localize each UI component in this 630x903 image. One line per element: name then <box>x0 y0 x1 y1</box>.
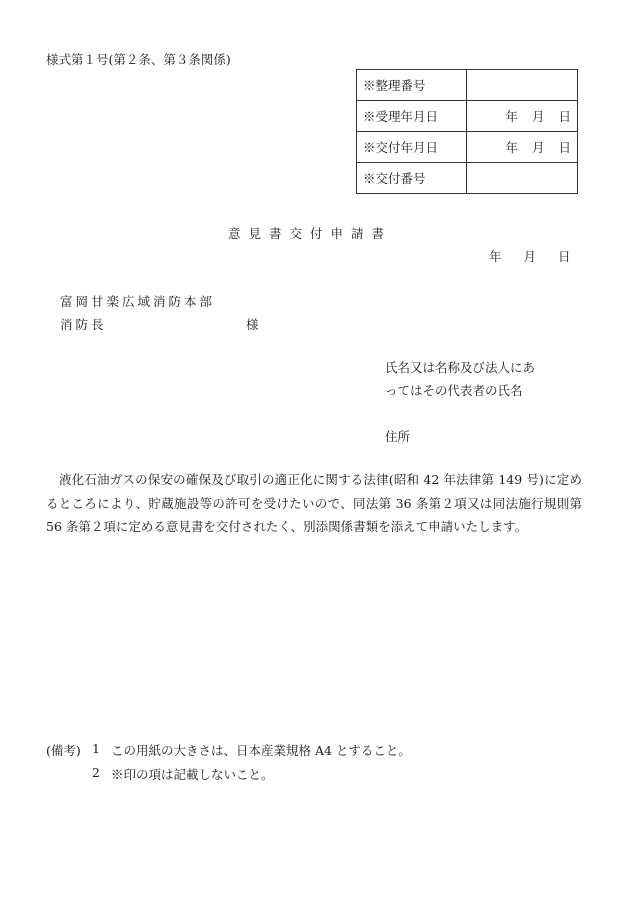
receipt-date-value <box>467 101 578 132</box>
document-title: 意見書交付申請書 <box>228 226 393 241</box>
receipt-date-label: ※受理年月日 <box>357 101 467 132</box>
notes-label: (備考) <box>46 743 81 758</box>
office-row-receipt-date <box>357 101 578 132</box>
note-number: 2 <box>92 765 100 780</box>
date-day-unit: 日 <box>558 249 571 264</box>
issue-date-value <box>467 132 578 163</box>
applicant-name-label-line1: 氏名又は名称及び法人にあ <box>385 360 536 375</box>
issue-month-unit: 月 <box>531 140 545 155</box>
applicant-address-label: 住所 <box>385 429 411 444</box>
issue-year-unit: 年 <box>505 140 518 155</box>
issue-day-unit: 日 <box>558 140 571 155</box>
addressee-honorific: 様 <box>246 317 259 332</box>
application-date <box>489 247 571 265</box>
reference-number-value <box>467 70 578 101</box>
date-month-unit: 月 <box>523 249 537 264</box>
office-row-issue-number <box>357 163 578 194</box>
receipt-day-unit: 日 <box>558 109 571 124</box>
office-use-table <box>356 69 578 194</box>
note-text: この用紙の大きさは、日本産業規格 A4 とすること。 <box>111 743 411 758</box>
issue-number-value <box>467 163 578 194</box>
applicant-name-label-line2: ってはその代表者の氏名 <box>385 383 523 398</box>
office-row-issue-date <box>357 132 578 163</box>
issue-number-label: ※交付番号 <box>357 163 467 194</box>
reference-number-label: ※整理番号 <box>357 70 467 101</box>
office-row-reference-number <box>357 70 578 101</box>
note-number: 1 <box>92 741 100 756</box>
application-body-text: 液化石油ガスの保安の確保及び取引の適正化に関する法律(昭和 42 年法律第 149 号)に定めるところにより、貯蔵施設等の許可を受けたいので、同法第 36 条第２項又は同法施行規則第 56 条第２項に定める意見書を交付されたく、別添関係書類を添えて申請いたします。 <box>46 472 582 534</box>
issue-date-label: ※交付年月日 <box>357 132 467 163</box>
receipt-month-unit: 月 <box>531 109 545 124</box>
form-number-label: 様式第１号(第２条、第３条関係) <box>46 52 231 67</box>
date-year-unit: 年 <box>489 249 502 264</box>
receipt-year-unit: 年 <box>505 109 518 124</box>
addressee-title: 消防長 <box>60 317 107 332</box>
note-text: ※印の項は記載しないこと。 <box>111 767 274 782</box>
addressee-organization: 富岡甘楽広域消防本部 <box>60 294 216 309</box>
